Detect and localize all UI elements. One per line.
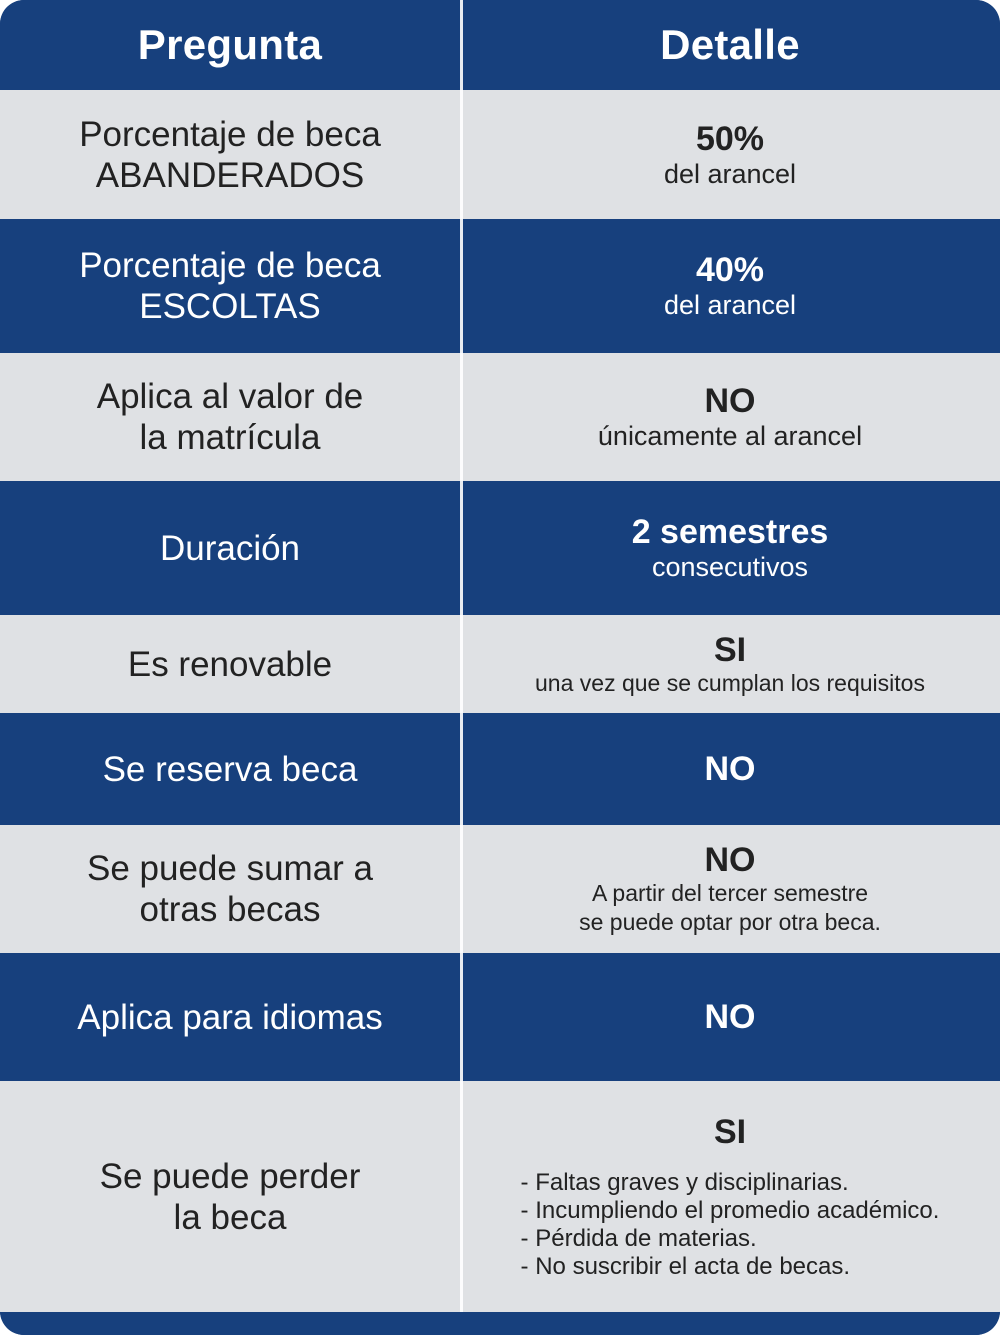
row-question-cell [0, 953, 460, 1081]
row-answer-cell [460, 713, 1000, 825]
row-question-cell [0, 353, 460, 481]
row-detail: una vez que se cumplan los requisitos [535, 669, 925, 696]
table-row-porcentaje-abanderados [0, 90, 1000, 219]
header-question [0, 0, 460, 90]
row-question: Se puede sumar a otras becas [86, 849, 373, 929]
row-question-cell [0, 481, 460, 615]
row-answer-cell [460, 615, 1000, 713]
row-detail: únicamente al arancel [597, 421, 863, 451]
list-item: - Faltas graves y disciplinarias. [521, 1169, 940, 1197]
table-row-perder-beca [0, 1081, 1000, 1312]
row-answer: NO [704, 750, 756, 788]
row-answer-cell [460, 953, 1000, 1081]
row-detail: del arancel [663, 158, 797, 189]
row-question: Porcentaje de beca ABANDERADOS [79, 114, 381, 195]
header-detail [460, 0, 1000, 90]
row-detail: del arancel [663, 290, 797, 320]
row-question: Aplica al valor de la matrícula [96, 377, 364, 457]
header-detail-label: Detalle [660, 21, 800, 68]
table-row-reserva-beca [0, 713, 1000, 825]
row-question: Aplica para idiomas [77, 997, 383, 1037]
bottom-bar [0, 1312, 1000, 1335]
list-item: - Incumpliendo el promedio académico. [521, 1197, 940, 1225]
row-question: Se puede perder la beca [99, 1156, 361, 1237]
row-question: Se reserva beca [102, 749, 358, 789]
table-row-sumar-becas [0, 825, 1000, 953]
row-detail: consecutivos [651, 552, 809, 582]
table-row-porcentaje-escoltas [0, 219, 1000, 353]
row-question: Duración [159, 528, 301, 568]
row-answer-cell [460, 1081, 1000, 1312]
row-answer-cell [460, 90, 1000, 219]
row-answer: NO [704, 382, 756, 420]
table-row-aplica-matricula [0, 353, 1000, 481]
row-question-cell [0, 615, 460, 713]
table-header [0, 0, 1000, 90]
row-question-cell [0, 1081, 460, 1312]
row-question-cell [0, 219, 460, 353]
row-answer: SI [713, 1112, 747, 1151]
row-question-cell [0, 713, 460, 825]
row-answer-cell [460, 219, 1000, 353]
table-row-duracion [0, 481, 1000, 615]
row-question-cell [0, 90, 460, 219]
table-row-renovable [0, 615, 1000, 713]
row-answer-cell [460, 825, 1000, 953]
header-question-label: Pregunta [137, 21, 323, 68]
row-question: Es renovable [127, 644, 333, 684]
table-row-idiomas [0, 953, 1000, 1081]
loss-reasons-list [521, 1169, 940, 1281]
row-answer: NO [704, 998, 756, 1036]
row-answer: NO [704, 841, 756, 879]
list-item: - Pérdida de materias. [521, 1225, 940, 1253]
row-answer: 40% [695, 251, 765, 289]
row-answer-cell [460, 353, 1000, 481]
row-answer: 2 semestres [631, 513, 829, 551]
row-question: Porcentaje de beca ESCOLTAS [79, 246, 381, 326]
row-answer: 50% [695, 119, 765, 158]
row-question-cell [0, 825, 460, 953]
row-answer-cell [460, 481, 1000, 615]
column-divider [460, 0, 463, 1335]
row-answer: SI [713, 630, 747, 669]
row-detail: A partir del tercer semestre se puede optar por otra beca. [579, 880, 881, 935]
list-item: - No suscribir el acta de becas. [521, 1253, 940, 1281]
